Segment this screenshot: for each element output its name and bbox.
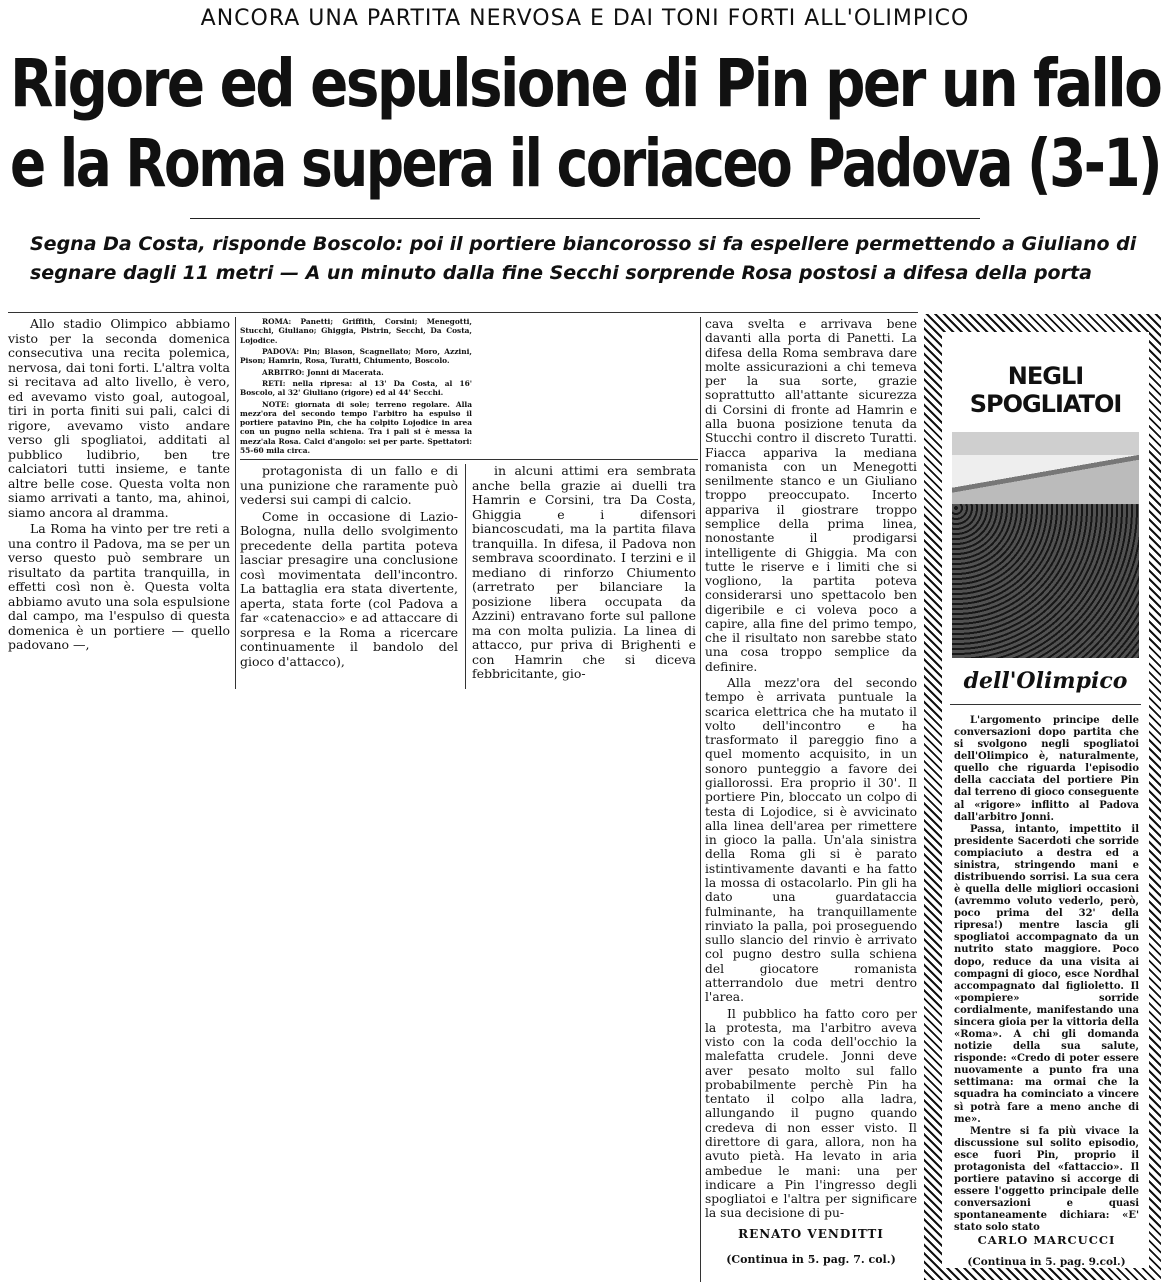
lineup-note: NOTE: giornata di sole; terreno regolare. Alla mezz'ora del secondo tempo l'arbitro ha espulso il portiere patavino Pin, che ha colpito Lojodice in area con un pugno nella schiena. Tra i pali si è messa la mezz'ala Rosa. Calci d'angolo: sei per parte. Spettatori: 55-60 mila circa. (240, 399, 472, 456)
col4-signature: RENATO VENDITTI (738, 1226, 884, 1241)
col1-paragraph-1: Allo stadio Olimpico abbiamo visto per la seconda domenica consecutiva una recita polemica, nervosa, dai toni forti. L'altra volta si recitava ad alto livello, è vero, ed avevamo visto goal, autogoal, tiri in porta finiti sui pali, calci di rigore, avevamo visto andare verso gli spogliatoi, additati al pubblico ludibrio, ben tre calciatori tutti insieme, e tante altre belle cose. Questa volta non siamo arrivati a tanto, ma, ahinoi, siamo ancora al dramma. (8, 316, 230, 520)
sidebar-title: NEGLI SPOGLIATOI (969, 362, 1122, 418)
photo-stand (952, 455, 1139, 505)
column-2 (240, 464, 458, 669)
headline-rule (190, 218, 980, 219)
subhead: Segna Da Costa, risponde Boscolo: poi il portiere biancorosso si fa espellere permettendo a Giuliano di segnare dagli 11 metri — A un minuto dalla fine Secchi sorprende Rosa postosi a difesa della porta (30, 233, 1137, 284)
sidebar-box (924, 314, 1161, 1280)
sidebar-inner (942, 332, 1149, 1268)
col4-paragraph-1: cava svelta e arrivava bene davanti alla porta di Panetti. La difesa della Roma sembrava dare molte assicurazioni a chi temeva per la sua sorte, grazie soprattutto all'attante sicurezza di Corsini di fronte ad Hamrin e alla buona posizione tenuta da Stucchi contro il discreto Turatti. Fiacca appariva la mediana romanista con un Menegotti senilmente stanco e un Giuliano troppo preoccupato. Incerto appariva il giostrare troppo semplice della prima linea, nonostante il prodigarsi intelligente di Ghiggia. Ma con tutte le riserve e i limiti che si vogliono, la partita poteva considerarsi uno spettacolo ben digeribile e ci voleva poco a capire, alla fine del primo tempo, che il risultato non sarebbe stato una cosa troppo semplice da definire. (705, 317, 917, 674)
article-top-rule (8, 312, 918, 313)
sidebar-signature: CARLO MARCUCCI (977, 1233, 1116, 1248)
sidebar-paragraph-3: Mentre si fa più vivace la discussione sul solito episodio, esce fuori Pin, proprio il protagonista del «fattaccio». Il portiere patavino si accorge di essere l'oggetto principale delle conversazioni e quasi spontaneamente dichiara: «E' stato solo stato (954, 1125, 1139, 1234)
sidebar-rule (950, 704, 1141, 705)
column-3 (472, 464, 696, 682)
sidebar-subtitle: dell'Olimpico (963, 668, 1128, 694)
column-1 (8, 317, 230, 653)
col4-paragraph-3: Il pubblico ha fatto coro per la protesta, ma l'arbitro aveva visto con la coda dell'occhio la malefatta crudele. Jonni deve aver pesato molto sul fallo probabilmente perchè Pin ha tentato il colpo alla ladra, allungando il pugno quando credeva di non esser visto. Il direttore di gara, allora, non ha avuto pietà. Ha levato in aria ambedue le mani: una per indicare a Pin l'ingresso degli spogliatoi e l'altra per significare la sua decisione di pu- (705, 1006, 917, 1221)
headline (10, 44, 1160, 204)
kicker: ANCORA UNA PARTITA NERVOSA E DAI TONI FORTI ALL'OLIMPICO (200, 6, 970, 31)
col2-paragraph-2: Come in occasione di Lazio-Bologna, nulla dello svolgimento precedente della partita poteva lasciar presagire una conclusione così movimentata dell'incontro. La battaglia era stata divertente, aperta, stata forte (col Padova a far «catenaccio» e ad attaccare di sorpresa e la Roma a ricercare continuamente il bandolo del gioco d'attacco), (240, 508, 458, 669)
headline-line-2: e la Roma supera il coriaceo Padova (3-1) (10, 125, 1161, 202)
sidebar-continue-note: (Continua in 5. pag. 9.col.) (967, 1256, 1126, 1269)
col1-paragraph-2: La Roma ha vinto per tre reti a una contro il Padova, ma se per un verso questo può sembrare un risultato da partita tranquilla, in effetti così non è. Questa volta abbiamo avuto una sola espulsione dal campo, ma l'espulso di questa domenica è un portiere — quello padovano —, (8, 521, 230, 652)
col4-continue-note: (Continua in 5. pag. 7. col.) (726, 1253, 896, 1266)
sidebar-text (954, 715, 1139, 1269)
column-divider-1 (235, 317, 236, 689)
sidebar-paragraph-1: L'argomento principe delle conversazioni dopo partita che si svolgono negli spogliatoi dell'Olimpico è, naturalmente, quello che riguarda l'episodio della cacciata del portiere Pin dal terreno di gioco conseguente al «rigore» inflitto al Padova dall'arbitro Jonni. (954, 715, 1139, 823)
col3-paragraph-1: in alcuni attimi era sembrata anche bella grazie ai duelli tra Hamrin e Corsini, tra Da Costa, Ghiggia e i difensori biancoscudati, ma la partita filava tranquilla. In difesa, il Padova non sembrava scoordinato. I terzini e il mediano di rinforzo Chiumento (arretrato per bilanciare la posizione libera occupata da Azzini) entravano forte sul pallone ma con molta pulizia. La linea di attacco, pur priva di Brighenti e con Hamrin che si diceva febbricitante, gio- (472, 463, 696, 681)
lineup-reti: RETI: nella ripresa: al 13' Da Costa, al 16' Boscolo, al 32' Giuliano (rigore) ed al 44' Secchi. (240, 378, 472, 398)
stadium-photo (952, 432, 1139, 658)
sidebar-paragraph-2: Passa, intanto, impettito il presidente Sacerdoti che sorride compiaciuto a destra ed a sinistra, stringendo mani e distribuendo sorrisi. La sua cera è quella delle migliori occasioni (avremmo voluto vederlo, però, poco prima del 32' della ripresa!) mentre lascia gli spogliatoi accompagnato da un nutrito stato maggiore. Poco dopo, reduce da una visita ai compagni di gioco, esce Nordhal accompagnato dal figlioletto. Il «pompiere» sorride cordialmente, manifestando una sincera gioia per la vittoria della «Roma». A chi gli domanda notizie della sua salute, risponde: «Credo di poter essere nuovamente a punto fra una settimana: ma ormai che la squadra ha cominciato a vincere sì potrà fare a meno anche di me». (954, 823, 1139, 1125)
col2-paragraph-1: protagonista di un fallo e di una punizione che raramente può vedersi sui campi di calcio. (240, 463, 458, 507)
lineup-roma: ROMA: Panetti; Griffith, Corsini; Menegotti, Stucchi, Giuliano; Ghiggia, Pistrin, Secchi, Da Costa, Lojodice. (240, 317, 472, 345)
column-4 (705, 317, 917, 1267)
col4-paragraph-2: Alla mezz'ora del secondo tempo è arrivata puntuale la scarica elettrica che ha mutato il volto dell'incontro e ha trasformato il pareggio fino a quel momento acquisito, in un sonoro punteggio a favore dei giallorossi. Era proprio il 30'. Il portiere Pin, bloccato un colpo di testa di Lojodice, si è avvicinato alla linea dell'area per rimettere in gioco la palla. Un'ala sinistra della Roma gli si è parato istintivamente davanti e ha fatto la mossa di ostacolarlo. Pin gli ha dato una guardataccia fulminante, ha tranquillamente rinviato la palla, poi proseguendo sullo slancio del rinvio è arrivato col pugno destro sulla schiena del giocatore romanista atterrandolo due metri dentro l'area. (705, 676, 917, 1005)
lineup-padova: PADOVA: Pin; Blason, Scagnellato; Moro, Azzini, Pison; Hamrin, Rosa, Turatti, Chiumento, Boscolo. (240, 346, 472, 366)
column-divider-3 (700, 317, 701, 1282)
lineup-box (240, 317, 472, 455)
lineup-rule (240, 459, 698, 460)
lineup-arbitro: ARBITRO: Jonni di Macerata. (262, 367, 384, 377)
headline-line-1: Rigore ed espulsione di Pin per un fallo (10, 45, 1161, 122)
column-divider-2 (465, 464, 466, 689)
photo-crowd (952, 504, 1139, 658)
